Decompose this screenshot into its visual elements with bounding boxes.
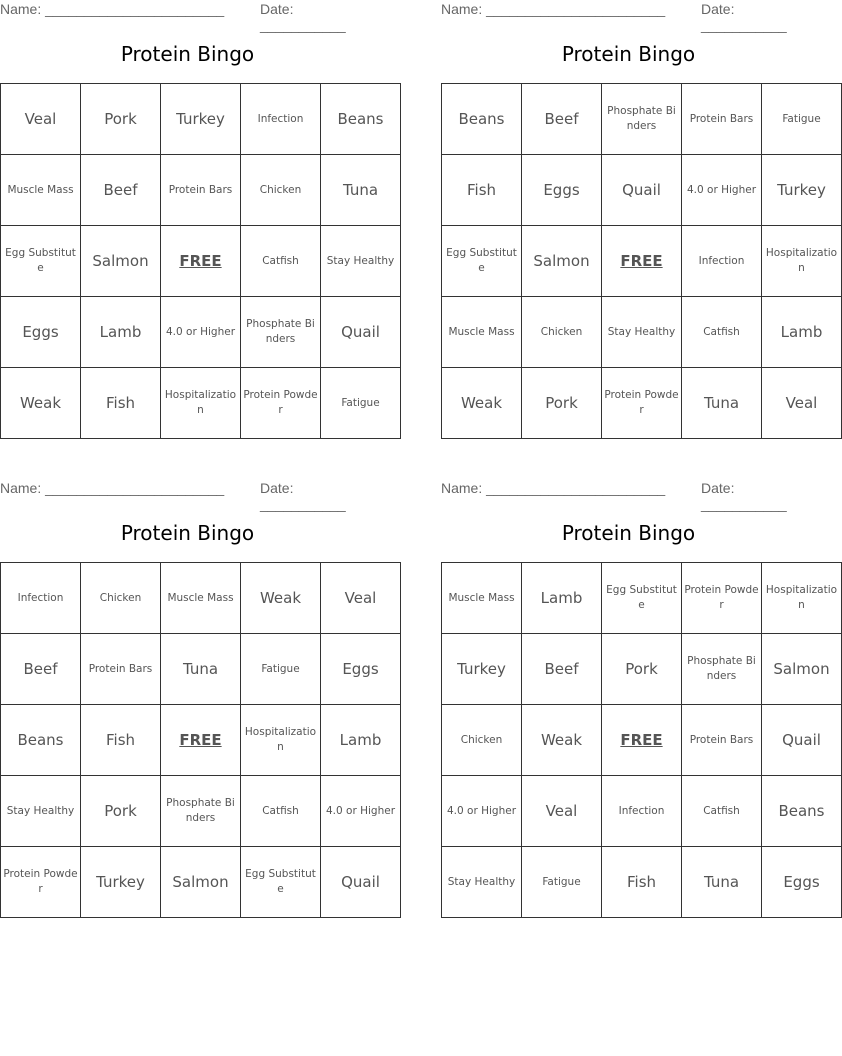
bingo-cell: Fish <box>442 155 522 226</box>
name-field: Name: _______________________ <box>0 480 225 496</box>
date-field: Date: ___________ <box>260 480 346 512</box>
name-field: Name: _______________________ <box>441 1 666 17</box>
bingo-cell: Turkey <box>161 84 241 155</box>
bingo-grid <box>441 83 842 439</box>
bingo-cell: Pork <box>602 634 682 705</box>
card-title: Protein Bingo <box>120 42 255 66</box>
free-space: FREE <box>602 705 682 776</box>
bingo-cell: Muscle Mass <box>1 155 81 226</box>
bingo-cell: Salmon <box>522 226 602 297</box>
bingo-cell: Hospitalization <box>762 563 842 634</box>
bingo-row <box>442 368 842 439</box>
bingo-cell: Catfish <box>682 297 762 368</box>
bingo-cell: Stay Healthy <box>321 226 401 297</box>
bingo-cell: Salmon <box>762 634 842 705</box>
bingo-cell: Eggs <box>1 297 81 368</box>
bingo-cell: Egg Substitute <box>1 226 81 297</box>
date-field: Date: ___________ <box>701 1 787 33</box>
bingo-cell: 4.0 or Higher <box>161 297 241 368</box>
bingo-cell: Turkey <box>442 634 522 705</box>
bingo-row <box>442 563 842 634</box>
bingo-cell: Beans <box>762 776 842 847</box>
bingo-cell: 4.0 or Higher <box>442 776 522 847</box>
bingo-cell: Chicken <box>442 705 522 776</box>
bingo-cell: Infection <box>602 776 682 847</box>
bingo-cell: Egg Substitute <box>241 847 321 918</box>
bingo-cell: Quail <box>321 847 401 918</box>
bingo-cell: Chicken <box>81 563 161 634</box>
bingo-cell: Quail <box>762 705 842 776</box>
bingo-cell: Fish <box>602 847 682 918</box>
bingo-cell: Beans <box>442 84 522 155</box>
bingo-cell: Protein Powder <box>682 563 762 634</box>
card-title: Protein Bingo <box>561 42 696 66</box>
bingo-row <box>1 705 401 776</box>
bingo-cell: Protein Bars <box>81 634 161 705</box>
bingo-cell: Fish <box>81 368 161 439</box>
bingo-grid <box>0 83 401 439</box>
bingo-cell: Protein Powder <box>1 847 81 918</box>
bingo-row <box>442 705 842 776</box>
bingo-cell: Beef <box>522 634 602 705</box>
bingo-cell: Egg Substitute <box>602 563 682 634</box>
bingo-cell: 4.0 or Higher <box>321 776 401 847</box>
bingo-cell: Veal <box>762 368 842 439</box>
bingo-cell: Egg Substitute <box>442 226 522 297</box>
bingo-cell: Stay Healthy <box>1 776 81 847</box>
bingo-cell: 4.0 or Higher <box>682 155 762 226</box>
bingo-cell: Beans <box>321 84 401 155</box>
bingo-cell: Lamb <box>321 705 401 776</box>
bingo-cell: Catfish <box>682 776 762 847</box>
bingo-cell: Protein Bars <box>682 84 762 155</box>
date-field: Date: ___________ <box>260 1 346 33</box>
bingo-cell: Phosphate Binders <box>161 776 241 847</box>
bingo-cell: Stay Healthy <box>602 297 682 368</box>
bingo-cell: Muscle Mass <box>161 563 241 634</box>
bingo-row <box>442 634 842 705</box>
bingo-cell: Turkey <box>762 155 842 226</box>
bingo-cell: Salmon <box>161 847 241 918</box>
free-space: FREE <box>161 226 241 297</box>
bingo-row <box>442 776 842 847</box>
bingo-cell: Fatigue <box>241 634 321 705</box>
bingo-cell: Weak <box>241 563 321 634</box>
bingo-cell: Tuna <box>682 368 762 439</box>
bingo-cell: Hospitalization <box>762 226 842 297</box>
name-field: Name: _______________________ <box>0 1 225 17</box>
bingo-cell: Infection <box>241 84 321 155</box>
bingo-cell: Catfish <box>241 226 321 297</box>
bingo-cell: Tuna <box>682 847 762 918</box>
bingo-row <box>442 226 842 297</box>
bingo-row <box>1 776 401 847</box>
bingo-row <box>1 84 401 155</box>
bingo-cell: Fatigue <box>522 847 602 918</box>
bingo-cell: Phosphate Binders <box>602 84 682 155</box>
bingo-cell: Protein Powder <box>602 368 682 439</box>
bingo-cell: Veal <box>1 84 81 155</box>
bingo-cell: Fatigue <box>762 84 842 155</box>
card-header <box>441 1 816 33</box>
bingo-cell: Chicken <box>241 155 321 226</box>
name-field: Name: _______________________ <box>441 480 666 496</box>
bingo-cell: Salmon <box>81 226 161 297</box>
bingo-cell: Stay Healthy <box>442 847 522 918</box>
card-header <box>441 480 816 512</box>
bingo-cell: Pork <box>81 84 161 155</box>
bingo-cell: Weak <box>522 705 602 776</box>
bingo-row <box>442 84 842 155</box>
bingo-cell: Phosphate Binders <box>682 634 762 705</box>
bingo-grid <box>441 562 842 918</box>
bingo-row <box>1 155 401 226</box>
bingo-cell: Fatigue <box>321 368 401 439</box>
bingo-cell: Fish <box>81 705 161 776</box>
bingo-row <box>1 368 401 439</box>
bingo-cell: Catfish <box>241 776 321 847</box>
bingo-cell: Quail <box>602 155 682 226</box>
bingo-cell: Infection <box>1 563 81 634</box>
bingo-cell: Infection <box>682 226 762 297</box>
card-header <box>0 480 375 512</box>
bingo-cell: Pork <box>81 776 161 847</box>
card-title: Protein Bingo <box>561 521 696 545</box>
bingo-row <box>1 226 401 297</box>
bingo-cell: Tuna <box>161 634 241 705</box>
bingo-cell: Muscle Mass <box>442 563 522 634</box>
bingo-grid <box>0 562 401 918</box>
bingo-cell: Lamb <box>762 297 842 368</box>
date-field: Date: ___________ <box>701 480 787 512</box>
card-header <box>0 1 375 33</box>
free-space: FREE <box>161 705 241 776</box>
bingo-row <box>442 297 842 368</box>
bingo-cell: Phosphate Binders <box>241 297 321 368</box>
bingo-cell: Eggs <box>762 847 842 918</box>
bingo-cell: Pork <box>522 368 602 439</box>
bingo-cell: Veal <box>321 563 401 634</box>
bingo-row <box>442 155 842 226</box>
bingo-row <box>442 847 842 918</box>
bingo-cell: Beef <box>1 634 81 705</box>
bingo-cell: Protein Bars <box>161 155 241 226</box>
bingo-cell: Protein Powder <box>241 368 321 439</box>
bingo-cell: Protein Bars <box>682 705 762 776</box>
bingo-row <box>1 563 401 634</box>
bingo-cell: Lamb <box>81 297 161 368</box>
bingo-row <box>1 634 401 705</box>
free-space: FREE <box>602 226 682 297</box>
bingo-cell: Hospitalization <box>161 368 241 439</box>
bingo-row <box>1 847 401 918</box>
bingo-cell: Eggs <box>522 155 602 226</box>
bingo-cell: Weak <box>442 368 522 439</box>
bingo-cell: Beans <box>1 705 81 776</box>
bingo-cell: Veal <box>522 776 602 847</box>
bingo-cell: Hospitalization <box>241 705 321 776</box>
bingo-cell: Chicken <box>522 297 602 368</box>
card-title: Protein Bingo <box>120 521 255 545</box>
bingo-cell: Quail <box>321 297 401 368</box>
bingo-cell: Eggs <box>321 634 401 705</box>
bingo-cell: Turkey <box>81 847 161 918</box>
bingo-cell: Lamb <box>522 563 602 634</box>
bingo-cell: Muscle Mass <box>442 297 522 368</box>
bingo-row <box>1 297 401 368</box>
bingo-cell: Beef <box>522 84 602 155</box>
bingo-cell: Beef <box>81 155 161 226</box>
bingo-cell: Weak <box>1 368 81 439</box>
bingo-cell: Tuna <box>321 155 401 226</box>
